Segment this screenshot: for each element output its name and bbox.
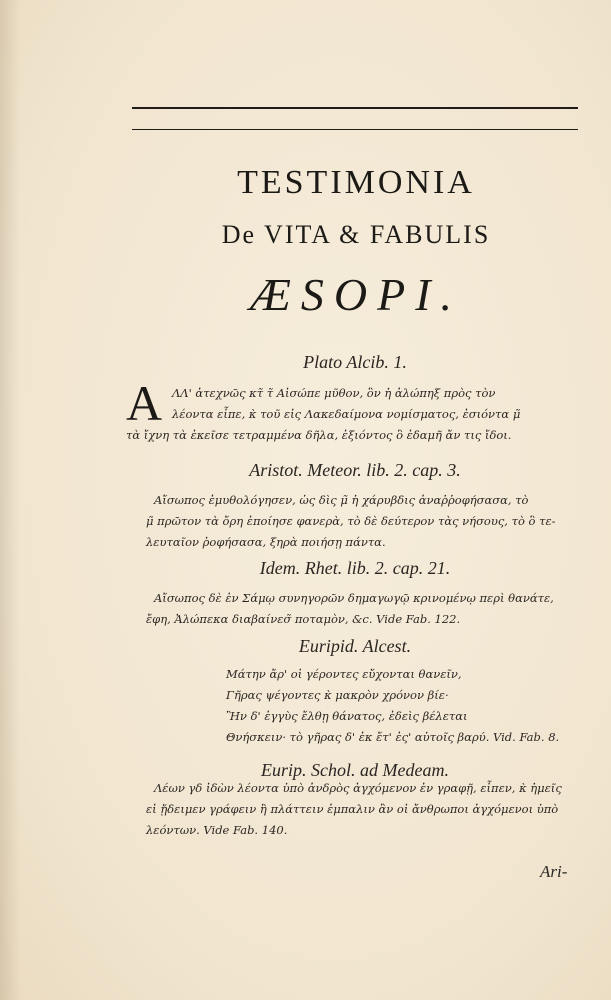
section-heading-aristotle-meteor: Aristot. Meteor. lib. 2. cap. 3. [249, 460, 461, 480]
quote-line: ΛΛ' ἀτεχνῶς κτ̃ τ̃ Αἰσώπε μῦθον, ὃν ἡ ἀλώπηξ πρὸς τὸν [172, 386, 496, 400]
section-heading-euripides-alcestis: Euripid. Alcest. [298, 636, 412, 656]
verse-alcestis [226, 664, 582, 748]
gutter-shadow [0, 0, 20, 1000]
verse-line: Μάτην ἄρ' οἱ γέροντες εὔχονται θανεῖν, [226, 667, 462, 681]
quote-line: μ̃ πρῶτον τὰ ὄρη ἐποίησε φανερὰ, τὸ δὲ δεύτερον τὰς νήσους, τὸ ὃ τε- [146, 514, 556, 528]
title-de-vita-fabulis: De VITA & FABULIS [221, 220, 491, 249]
verse-line: Γῆρας ψέγοντες κ̀ μακρὸν χρόνον βίε· [226, 688, 449, 702]
header-rule-thick [132, 107, 578, 109]
quote-rhetoric [146, 588, 582, 630]
quote-line: τὰ ἴχνη τὰ ἐκεῖσε τετραμμένα δῆλα, ἐξιόντος ὃ ἐδαμῆ ἄν τις ἴδοι. [126, 428, 512, 442]
section-heading-plato: Plato Alcib. 1. [303, 352, 407, 372]
drop-cap: A [126, 375, 163, 431]
quote-line: Αἴσωπος δὲ ἐν Σάμῳ συνηγορῶν δημαγωγῷ κρινομένῳ περὶ θανάτε, [154, 591, 554, 605]
section-heading-scholia-medea: Eurip. Schol. ad Medeam. [261, 760, 449, 780]
verse-line: Ἢν δ' ἐγγὺς ἔλθῃ θάνατος, ἐδεὶς βέλεται [226, 709, 468, 723]
title-testimonia: TESTIMONIA [237, 164, 475, 201]
quote-line: Λέων γδ ἰδὼν λέοντα ὑπὸ ἀνδρὸς ἀγχόμενον ἐν γραφῇ, εἶπεν, κ̀ ἡμεῖς [154, 781, 562, 795]
quote-line: Αἴσωπος ἐμυθολόγησεν, ὡς δὶς μ̃ ἡ χάρυβδις ἀναῤῥοφήσασα, τὸ [154, 493, 529, 507]
header-rule-thin [132, 129, 578, 130]
quote-plato [126, 383, 582, 446]
title-aesopi: ÆSOPI. [249, 269, 463, 320]
quote-line: λευταῖον ῥοφήσασα, ξηρὰ ποιήσῃ πάντα. [146, 535, 386, 549]
quote-scholia-medea [146, 778, 582, 841]
catchword: Ari- [540, 862, 568, 881]
quote-aristotle-meteor [146, 490, 582, 553]
quote-line: λέοντα εἶπε, κ̀ τοῦ εἰς Λακεδαίμονα νομίσματος, ἐσιόντα μ̃ [172, 407, 521, 421]
verse-line: Θνήσκειν· τὸ γῆρας δ' ἐκ ἔτ' ἐς' αὐτοῖς βαρύ. Vid. Fab. 8. [226, 730, 560, 744]
quote-line: εἰ ᾔδειμεν γράφειν ἢ πλάττειν ἐμπαλιν ἂν οἱ ἄνθρωποι ἀγχόμενοι ὑπὸ [146, 802, 559, 816]
quote-line: λεόντων. Vide Fab. 140. [146, 823, 288, 837]
section-heading-rhetoric: Idem. Rhet. lib. 2. cap. 21. [259, 558, 451, 578]
quote-line: ἔφη, Ἀλώπεκα διαβαίνεσ̃ ποταμὸν, &c. Vide Fab. 122. [146, 612, 461, 626]
